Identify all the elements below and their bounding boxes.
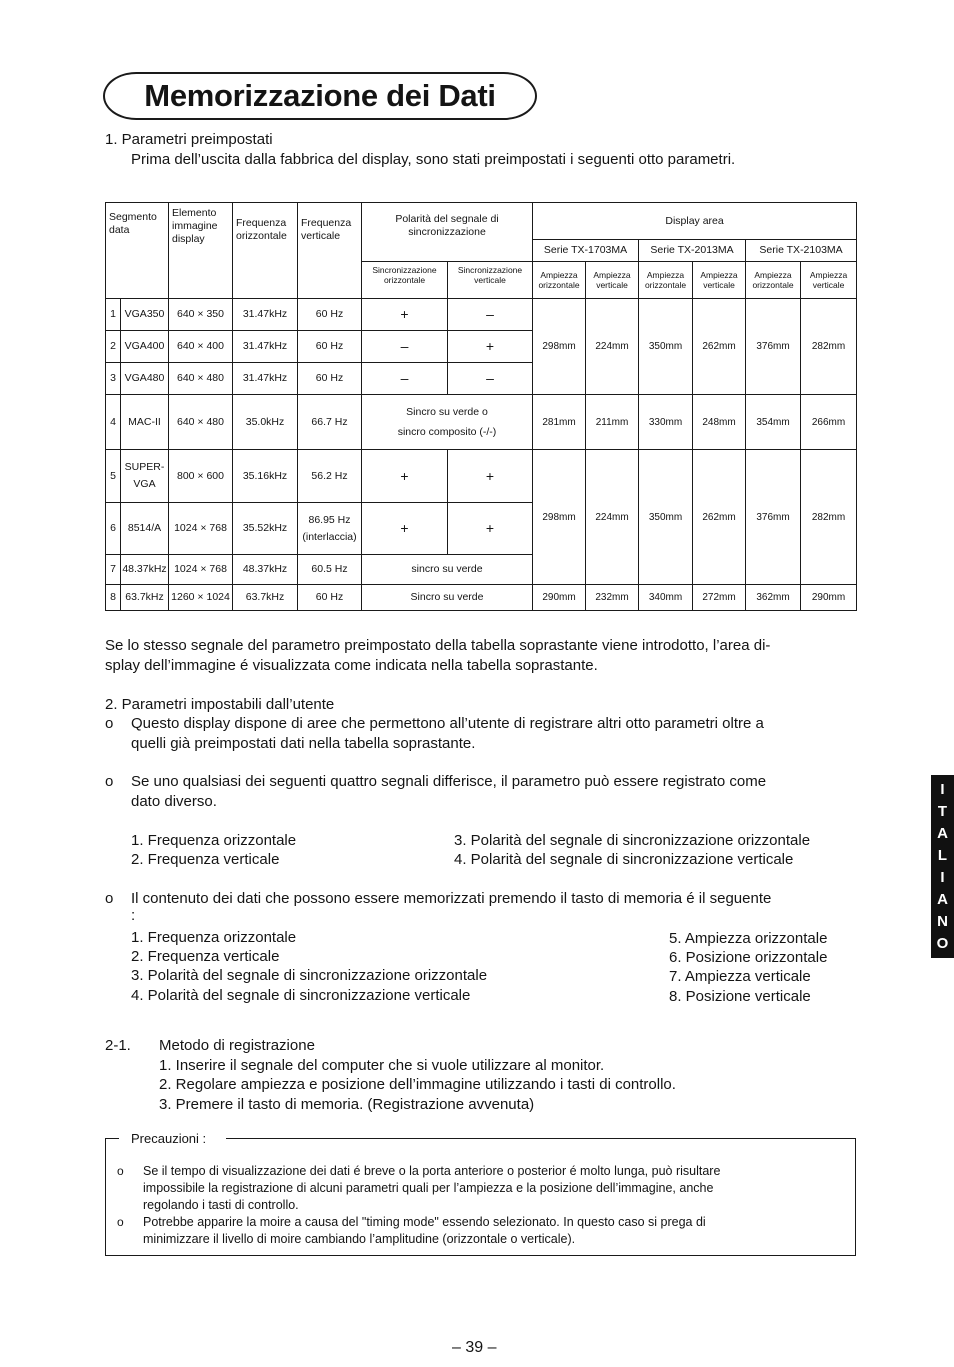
area-cell: 376mm <box>746 450 801 585</box>
header-display-area: Display area <box>533 203 857 240</box>
row-name: 63.7kHz <box>121 585 169 611</box>
side-tab-letter: I <box>940 781 945 799</box>
row-vfreq: 56.2 Hz <box>298 450 362 503</box>
area-cell: 262mm <box>693 299 746 395</box>
row-vfreq: 86.95 Hz (interlaccia) <box>298 503 362 555</box>
precaution-1-line-2: impossibile la registrazione di alcuni parametri quali per l’ampiezza e la posizione dell’immagine, anche <box>143 1181 714 1195</box>
area-cell: 262mm <box>693 450 746 585</box>
list-b-item: 2. Frequenza verticale <box>131 948 280 965</box>
row-name: VGA350 <box>121 299 169 331</box>
row-pol-h: + <box>362 299 448 331</box>
header-element: Elemento immagine display <box>169 203 233 299</box>
area-cell: 376mm <box>746 299 801 395</box>
row-vfreq: 60 Hz <box>298 585 362 611</box>
header-vfreq: Frequenza verticale <box>298 203 362 299</box>
row-sync: Sincro su verde o sincro composito (-/-) <box>362 395 533 450</box>
list-b-item: 3. Polarità del segnale di sincronizzazione orizzontale <box>131 967 488 984</box>
list-a-item: 3. Polarità del segnale di sincronizzazione orizzontale <box>454 832 811 849</box>
section-2-p1-line-2: quelli già preimpostati dati nella tabella soprastante. <box>131 735 476 752</box>
section-2-p1-line-1: Questo display dispone di aree che permettono all’utente di registrare altri otto parametri oltre a <box>131 715 764 732</box>
row-name: 48.37kHz <box>121 555 169 585</box>
row-vfreq: 60 Hz <box>298 363 362 395</box>
list-b-item: 8. Posizione verticale <box>669 988 811 1005</box>
row-vfreq: 66.7 Hz <box>298 395 362 450</box>
section-1-heading: 1. Parametri preimpostati <box>105 131 273 148</box>
side-tab-letter: A <box>937 890 948 908</box>
section-2-1-number: 2-1. <box>105 1037 131 1054</box>
header-hfreq: Frequenza orizzontale <box>233 203 298 299</box>
list-b-item: 1. Frequenza orizzontale <box>131 929 297 946</box>
header-series-2103: Serie TX-2103MA <box>746 240 857 262</box>
page-number: – 39 – <box>452 1339 497 1356</box>
row-vfreq: 60 Hz <box>298 299 362 331</box>
precaution-1-line-1: Se il tempo di visualizzazione dei dati é breve o la porta anteriore o posterior é molto lunga, può risultare <box>143 1164 721 1178</box>
area-cell: 224mm <box>586 450 639 585</box>
row-number: 1 <box>106 299 121 331</box>
area-cell: 298mm <box>533 450 586 585</box>
header-amp-v: Ampiezza verticale <box>801 262 857 299</box>
section-2-p3-line-2: : <box>131 907 136 924</box>
row-hfreq: 35.0kHz <box>233 395 298 450</box>
bullet: o <box>117 1215 124 1229</box>
section-1-intro: Prima dell’uscita dalla fabbrica del display, sono stati preimpostati i seguenti otto parametri. <box>131 151 736 168</box>
row-pol-v: – <box>448 299 533 331</box>
row-number: 7 <box>106 555 121 585</box>
area-cell: 290mm <box>533 585 586 611</box>
section-2-p3-line-1: Il contenuto dei dati che possono essere memorizzati premendo il tasto di memoria é il seguente <box>131 890 772 907</box>
header-segment: Segmento data <box>106 203 169 299</box>
list-b-item: 7. Ampiezza verticale <box>669 968 811 985</box>
step-item: 2. Regolare ampiezza e posizione dell’immagine utilizzando i tasti di controllo. <box>159 1076 676 1093</box>
header-amp-v: Ampiezza verticale <box>693 262 746 299</box>
precautions-label: Precauzioni : <box>131 1131 207 1146</box>
list-a-item: 1. Frequenza orizzontale <box>131 832 297 849</box>
table-row <box>106 299 857 331</box>
row-resolution: 640 × 400 <box>169 331 233 363</box>
area-cell: 211mm <box>586 395 639 450</box>
after-table-line-2: splay dell’immagine é visualizzata come indicata nella tabella soprastante. <box>105 657 598 674</box>
row-hfreq: 31.47kHz <box>233 299 298 331</box>
step-item: 3. Premere il tasto di memoria. (Registrazione avvenuta) <box>159 1096 535 1113</box>
language-side-tab <box>931 775 954 958</box>
row-pol-v: + <box>448 450 533 503</box>
row-hfreq: 31.47kHz <box>233 331 298 363</box>
table-row <box>106 450 857 503</box>
list-b-item: 6. Posizione orizzontale <box>669 949 828 966</box>
area-cell: 330mm <box>639 395 693 450</box>
side-tab-letter: O <box>936 934 949 952</box>
area-cell: 224mm <box>586 299 639 395</box>
section-2-p2-line-2: dato diverso. <box>131 793 217 810</box>
row-name: SUPER- VGA <box>121 450 169 503</box>
page-title: Memorizzazione dei Dati <box>144 78 496 113</box>
area-cell: 354mm <box>746 395 801 450</box>
header-series-2013: Serie TX-2013MA <box>639 240 746 262</box>
row-sync: sincro su verde <box>362 555 533 585</box>
area-cell: 281mm <box>533 395 586 450</box>
header-amp-v: Ampiezza verticale <box>586 262 639 299</box>
header-amp-h: Ampiezza orizzontale <box>639 262 693 299</box>
area-cell: 282mm <box>801 450 857 585</box>
preset-parameters-table <box>105 202 857 611</box>
row-pol-v: + <box>448 503 533 555</box>
section-2-p2-line-1: Se uno qualsiasi dei seguenti quattro segnali differisce, il parametro può essere registrato come <box>131 773 767 790</box>
table-row <box>106 585 857 611</box>
header-series-1703: Serie TX-1703MA <box>533 240 639 262</box>
header-amp-h: Ampiezza orizzontale <box>746 262 801 299</box>
row-hfreq: 63.7kHz <box>233 585 298 611</box>
list-b-item: 4. Polarità del segnale di sincronizzazione verticale <box>131 987 471 1004</box>
area-cell: 272mm <box>693 585 746 611</box>
area-cell: 340mm <box>639 585 693 611</box>
section-2-heading: 2. Parametri impostabili dall’utente <box>105 696 335 713</box>
row-pol-h: + <box>362 503 448 555</box>
area-cell: 282mm <box>801 299 857 395</box>
row-number: 5 <box>106 450 121 503</box>
row-resolution: 1024 × 768 <box>169 555 233 585</box>
area-cell: 266mm <box>801 395 857 450</box>
area-cell: 350mm <box>639 299 693 395</box>
side-tab-letter: I <box>940 868 945 886</box>
row-pol-v: + <box>448 331 533 363</box>
bullet: o <box>105 715 114 732</box>
row-number: 6 <box>106 503 121 555</box>
row-resolution: 1260 × 1024 <box>169 585 233 611</box>
row-vfreq: 60 Hz <box>298 331 362 363</box>
after-table-line-1: Se lo stesso segnale del parametro preimpostato della tabella soprastante viene introdotto, l’area di- <box>105 637 771 654</box>
row-resolution: 640 × 480 <box>169 395 233 450</box>
row-number: 4 <box>106 395 121 450</box>
precautions-top-line-left <box>105 1138 119 1139</box>
row-number: 2 <box>106 331 121 363</box>
header-polarity: Polarità del segnale di sincronizzazione <box>362 203 533 262</box>
row-number: 3 <box>106 363 121 395</box>
row-sync: Sincro su verde <box>362 585 533 611</box>
area-cell: 232mm <box>586 585 639 611</box>
side-tab-letter: L <box>937 847 948 865</box>
side-tab-letter: A <box>937 825 948 843</box>
area-cell: 298mm <box>533 299 586 395</box>
row-pol-v: – <box>448 363 533 395</box>
row-resolution: 1024 × 768 <box>169 503 233 555</box>
row-name: VGA400 <box>121 331 169 363</box>
area-cell: 350mm <box>639 450 693 585</box>
row-resolution: 800 × 600 <box>169 450 233 503</box>
row-pol-h: – <box>362 331 448 363</box>
table-row <box>106 395 857 450</box>
row-pol-h: – <box>362 363 448 395</box>
row-resolution: 640 × 350 <box>169 299 233 331</box>
bullet: o <box>117 1164 124 1178</box>
row-vfreq: 60.5 Hz <box>298 555 362 585</box>
list-a-item: 4. Polarità del segnale di sincronizzazione verticale <box>454 851 794 868</box>
row-name: VGA480 <box>121 363 169 395</box>
side-tab-letter: N <box>937 912 948 930</box>
title-frame <box>103 72 537 120</box>
row-hfreq: 31.47kHz <box>233 363 298 395</box>
row-resolution: 640 × 480 <box>169 363 233 395</box>
precaution-2-line-1: Potrebbe apparire la moire a causa del "timing mode" essendo selezionato. In questo caso si prega di <box>143 1215 706 1229</box>
row-hfreq: 48.37kHz <box>233 555 298 585</box>
header-pol-h: Sincronizzazione orizzontale <box>362 262 448 299</box>
side-tab-letter: T <box>937 803 948 821</box>
list-b-item: 5. Ampiezza orizzontale <box>669 930 828 947</box>
header-amp-h: Ampiezza orizzontale <box>533 262 586 299</box>
area-cell: 248mm <box>693 395 746 450</box>
header-pol-v: Sincronizzazione verticale <box>448 262 533 299</box>
step-item: 1. Inserire il segnale del computer che si vuole utilizzare al monitor. <box>159 1057 605 1074</box>
precaution-1-line-3: regolando i tasti di controllo. <box>143 1198 299 1212</box>
row-hfreq: 35.52kHz <box>233 503 298 555</box>
list-a-item: 2. Frequenza verticale <box>131 851 280 868</box>
row-name: MAC-II <box>121 395 169 450</box>
row-number: 8 <box>106 585 121 611</box>
area-cell: 362mm <box>746 585 801 611</box>
bullet: o <box>105 890 114 907</box>
precaution-2-line-2: minimizzare il livello di moire cambiando l’amplitudine (orizzontale o verticale). <box>143 1232 576 1246</box>
precautions-top-line-right <box>226 1138 856 1139</box>
bullet: o <box>105 773 114 790</box>
row-pol-h: + <box>362 450 448 503</box>
row-name: 8514/A <box>121 503 169 555</box>
area-cell: 290mm <box>801 585 857 611</box>
row-hfreq: 35.16kHz <box>233 450 298 503</box>
section-2-1-title: Metodo di registrazione <box>159 1037 315 1054</box>
